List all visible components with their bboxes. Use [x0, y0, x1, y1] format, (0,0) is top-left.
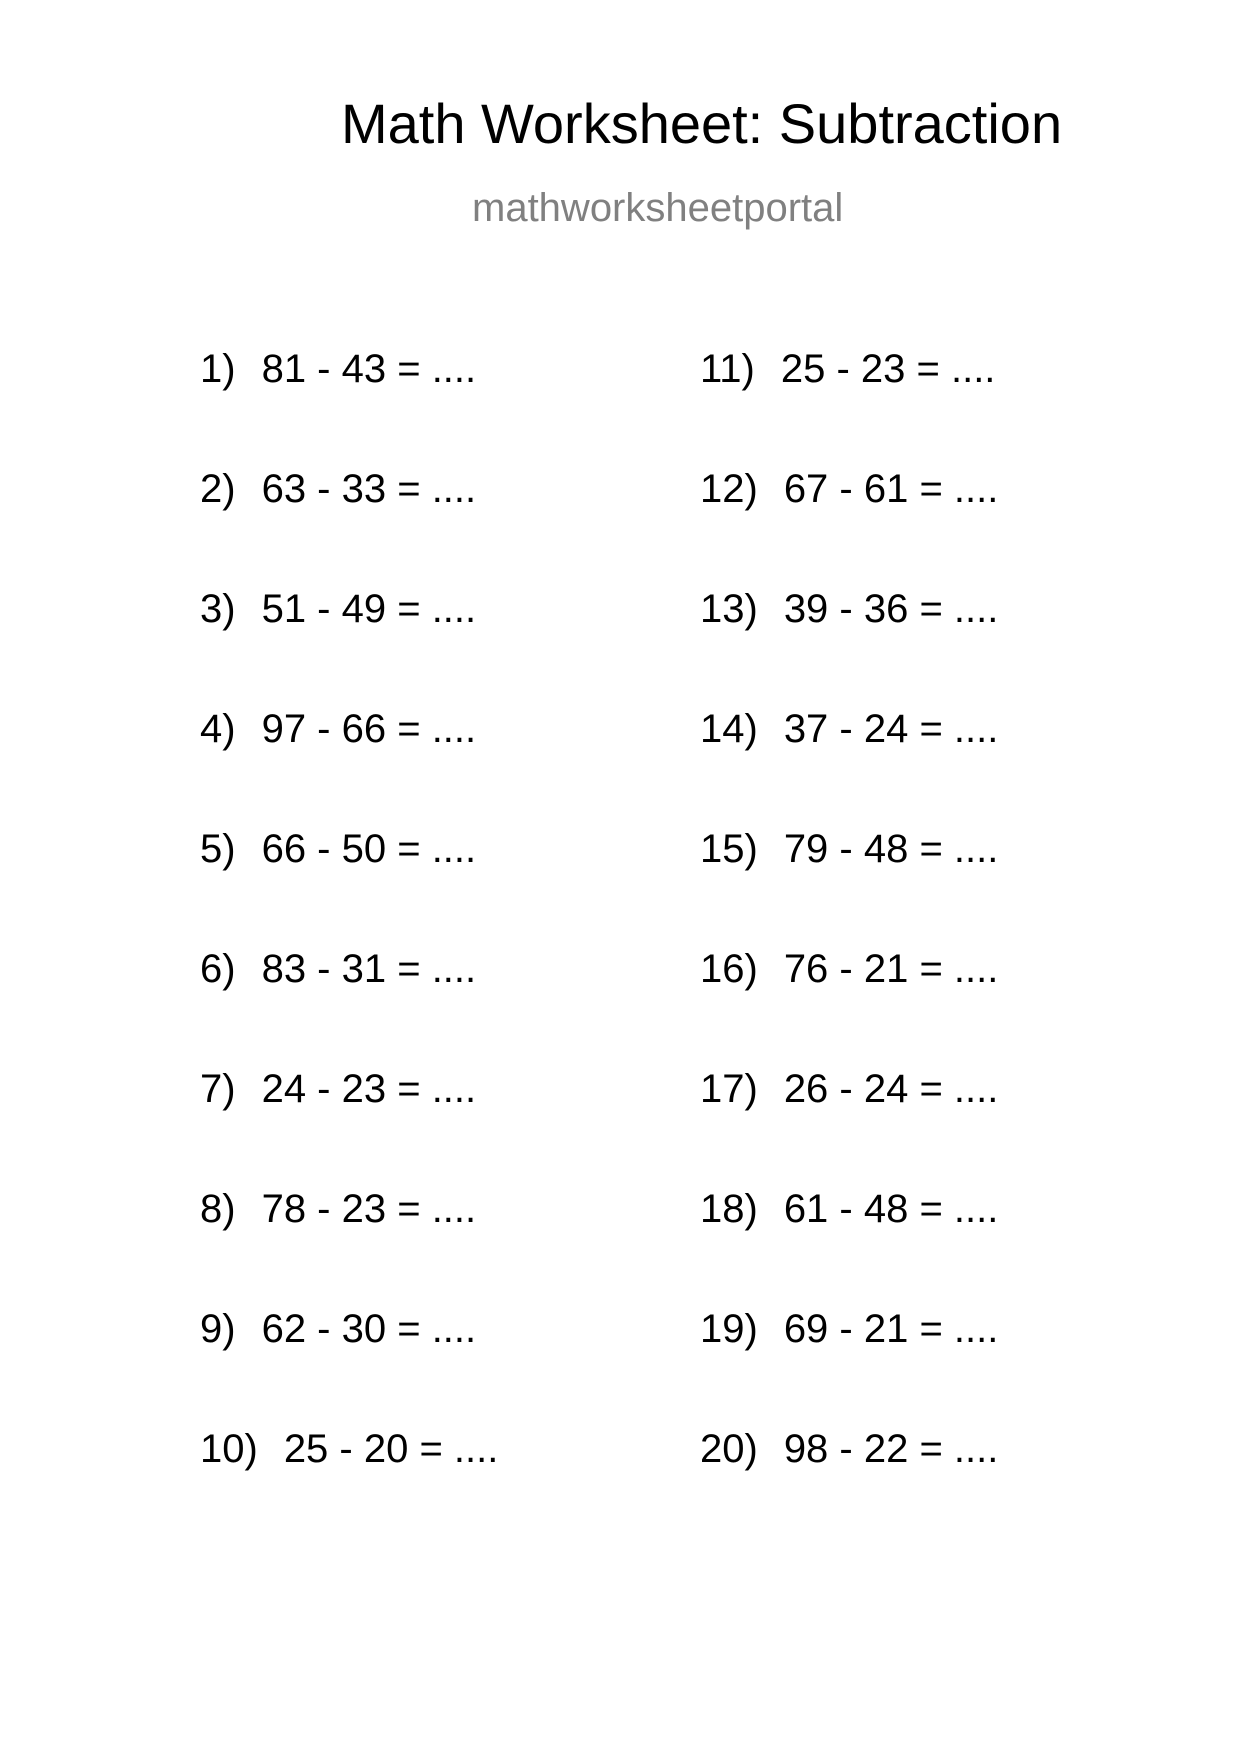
problem-expression: 98 - 22 = .... [783, 1427, 999, 1471]
problem-number: 4) [200, 707, 236, 751]
problem-expression: 61 - 48 = .... [783, 1187, 999, 1231]
problem-item [700, 1189, 998, 1309]
problem-expression: 26 - 24 = .... [783, 1067, 999, 1111]
problem-item [700, 349, 998, 469]
problem-number: 10) [200, 1427, 258, 1471]
problem-expression: 78 - 23 = .... [261, 1187, 477, 1231]
problem-item [200, 949, 498, 1069]
problem-expression: 25 - 20 = .... [283, 1427, 499, 1471]
problem-item [700, 589, 998, 709]
problem-item [700, 949, 998, 1069]
problem-number: 15) [700, 827, 758, 871]
problem-expression: 39 - 36 = .... [783, 587, 999, 631]
problem-expression: 25 - 23 = .... [780, 347, 996, 391]
problem-expression: 97 - 66 = .... [261, 707, 477, 751]
problem-expression: 76 - 21 = .... [783, 947, 999, 991]
problem-number: 19) [700, 1307, 758, 1351]
problem-expression: 66 - 50 = .... [261, 827, 477, 871]
problem-number: 13) [700, 587, 758, 631]
problem-item [700, 469, 998, 589]
problem-item [700, 1309, 998, 1429]
problem-item [200, 1309, 498, 1429]
problem-number: 20) [700, 1427, 758, 1471]
problem-item [200, 349, 498, 469]
page-subtitle: mathworksheetportal [472, 186, 844, 230]
problem-expression: 51 - 49 = .... [261, 587, 477, 631]
problem-item [200, 709, 498, 829]
problem-item [200, 589, 498, 709]
problems-column-left [200, 349, 498, 1549]
problem-number: 11) [700, 347, 755, 391]
problem-expression: 81 - 43 = .... [261, 347, 477, 391]
problem-number: 14) [700, 707, 758, 751]
problem-item [700, 709, 998, 829]
page-title: Math Worksheet: Subtraction [341, 92, 1063, 155]
problem-item [200, 1189, 498, 1309]
problem-expression: 67 - 61 = .... [783, 467, 999, 511]
problem-number: 9) [200, 1307, 236, 1351]
problem-item [700, 829, 998, 949]
problem-expression: 24 - 23 = .... [261, 1067, 477, 1111]
problem-number: 12) [700, 467, 758, 511]
problem-number: 3) [200, 587, 236, 631]
problem-item [200, 829, 498, 949]
problem-expression: 69 - 21 = .... [783, 1307, 999, 1351]
problem-number: 8) [200, 1187, 236, 1231]
problem-expression: 83 - 31 = .... [261, 947, 477, 991]
problem-item [200, 1069, 498, 1189]
problems-column-right [700, 349, 998, 1549]
problem-expression: 62 - 30 = .... [261, 1307, 477, 1351]
problem-number: 17) [700, 1067, 758, 1111]
problem-item [700, 1069, 998, 1189]
problem-number: 16) [700, 947, 758, 991]
problem-number: 6) [200, 947, 236, 991]
problem-number: 7) [200, 1067, 236, 1111]
problem-expression: 63 - 33 = .... [261, 467, 477, 511]
problem-number: 18) [700, 1187, 758, 1231]
problem-expression: 79 - 48 = .... [783, 827, 999, 871]
problem-number: 2) [200, 467, 236, 511]
problem-item [200, 469, 498, 589]
problem-item [700, 1429, 998, 1549]
problem-item [200, 1429, 498, 1549]
problem-expression: 37 - 24 = .... [783, 707, 999, 751]
problem-number: 1) [200, 347, 236, 391]
problem-number: 5) [200, 827, 236, 871]
